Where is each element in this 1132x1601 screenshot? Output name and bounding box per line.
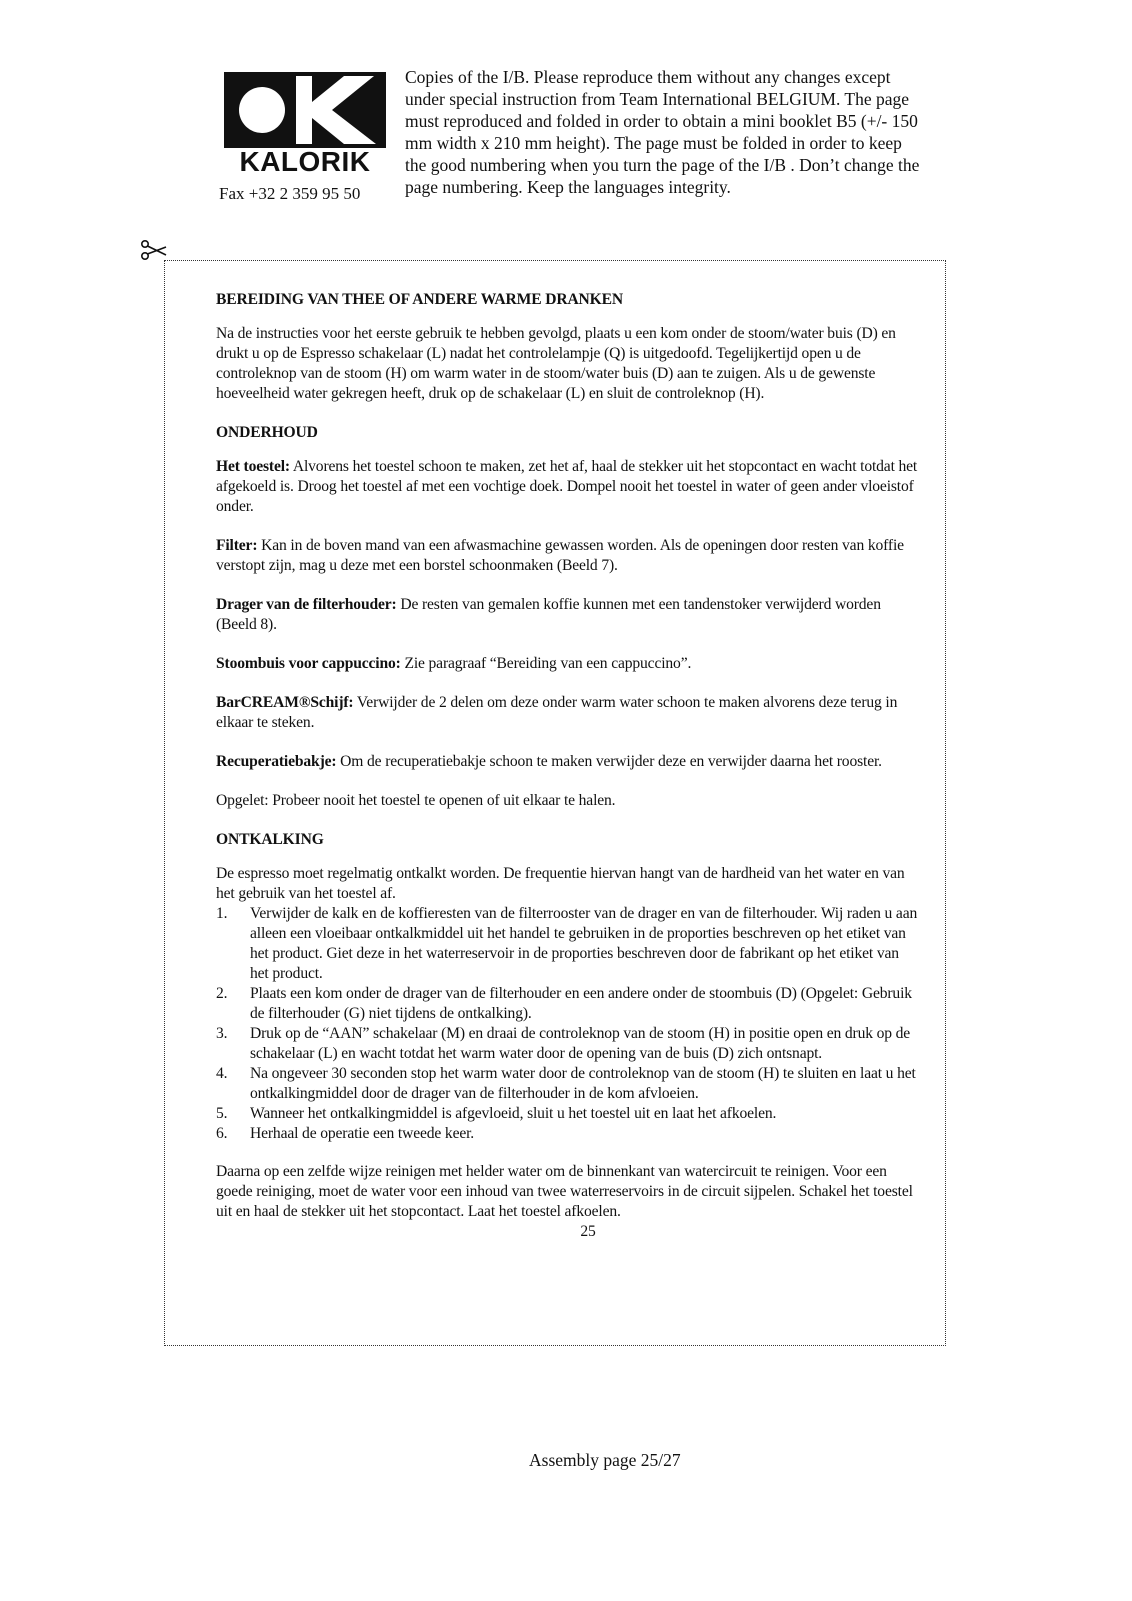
- logo-wordmark: KALORIK: [239, 146, 371, 174]
- list-item: [216, 984, 920, 1024]
- fax-number: Fax +32 2 359 95 50: [219, 184, 361, 203]
- item-text: Verwijder de 2 delen om deze onder warm water schoon te maken alvorens deze terug in elkaar te steken.: [216, 694, 898, 731]
- item-label: Drager van de filterhouder:: [216, 596, 397, 613]
- maintenance-item: [216, 693, 920, 733]
- maintenance-item: [216, 536, 920, 576]
- assembly-page-label: Assembly page 25/27: [529, 1450, 681, 1470]
- list-item: [216, 1124, 920, 1144]
- item-label: Filter:: [216, 537, 258, 554]
- step-number: 4.: [216, 1065, 228, 1082]
- list-item: [216, 1064, 920, 1104]
- section-text-tea: Na de instructies voor het eerste gebruik te hebben gevolgd, plaats u een kom onder de stoom/water buis (D) en drukt u op de Espresso schakelaar (L) nadat het controlelampje (Q) is uitgedoofd. Tegelijkertijd open u de controleknop van de stoom (H) om warm water in de stoom/water buis (D) aan te zuigen. Als u de gewenste hoeveelheid water gekregen heeft, druk op de schakelaar (L) en sluit de controleknop (H).: [216, 325, 896, 402]
- step-text: Na ongeveer 30 seconden stop het warm water door de controleknop van de stoom (H) te sluiten en laat u het ontkalkingmiddel door de drager van de filterhouder in de kom afvloeien.: [250, 1065, 916, 1102]
- step-text: Plaats een kom onder de drager van de filterhouder en een andere onder de stoombuis (D) (Opgelet: Gebruik de filterhouder (G) niet tijdens de ontkalking).: [250, 985, 912, 1022]
- maintenance-item: [216, 595, 920, 635]
- maintenance-item: [216, 752, 920, 772]
- item-text: Om de recuperatiebakje schoon te maken verwijder deze en verwijder daarna het rooster.: [336, 753, 882, 770]
- step-number: 3.: [216, 1025, 228, 1042]
- item-text: Kan in de boven mand van een afwasmachine gewassen worden. Als de openingen door resten van koffie verstopt zijn, mag u deze met een borstel schoonmaken (Beeld 7).: [216, 537, 904, 574]
- step-text: Druk op de “AAN” schakelaar (M) en draai de controleknop van de stoom (H) in positie open en druk op de schakelaar (L) en wacht totdat het warm water door de opening van de buis (D) zich ontsnapt.: [250, 1025, 911, 1062]
- step-text: Wanneer het ontkalkingmiddel is afgevloeid, sluit u het toestel uit en laat het afkoelen.: [250, 1105, 777, 1122]
- step-number: 1.: [216, 905, 228, 922]
- step-number: 2.: [216, 985, 228, 1002]
- step-text: Herhaal de operatie een tweede keer.: [250, 1125, 475, 1142]
- warning-text: Opgelet: Probeer nooit het toestel te openen of uit elkaar te halen.: [216, 792, 616, 809]
- descaling-intro: De espresso moet regelmatig ontkalkt worden. De frequentie hiervan hangt van de hardheid van het water en van het gebruik van het toestel af.: [216, 865, 905, 902]
- section-title-tea: BEREIDING VAN THEE OF ANDERE WARME DRANKEN: [216, 291, 624, 308]
- maintenance-item: [216, 457, 920, 517]
- item-label: BarCREAM®Schijf:: [216, 694, 354, 711]
- maintenance-item: [216, 654, 920, 674]
- list-item: [216, 904, 920, 984]
- section-title-descaling: ONTKALKING: [216, 831, 324, 848]
- item-label: Stoombuis voor cappuccino:: [216, 655, 401, 672]
- step-text: Verwijder de kalk en de koffieresten van de filterrooster van de drager en van de filterhouder. Wij raden u aan alleen een vloeibaar ontkalkmiddel uit het handel te gebruiken in de proporties beschreven op het etiket van het product. Giet deze in het waterreservoir in de proporties beschreven door de fabrikant op het etiket van het product.: [250, 905, 918, 982]
- item-text: De resten van gemalen koffie kunnen met een tandenstoker verwijderd worden (Beeld 8).: [216, 596, 881, 633]
- copy-instructions: Copies of the I/B. Please reproduce them without any changes except under special instruction from Team International BELGIUM. The page must reproduced and folded in order to obtain a mini booklet B5 (+/- 150 mm width x 210 mm height). The page must be folded in order to keep the good numbering when you turn the page of the I/B . Don’t change the page numbering. Keep the languages integrity.: [405, 67, 920, 197]
- list-item: [216, 1104, 920, 1124]
- kalorik-logo: [224, 72, 386, 174]
- page-number: 25: [580, 1223, 596, 1240]
- step-number: 6.: [216, 1125, 228, 1142]
- manual-page-content: [216, 290, 920, 1242]
- item-text: Alvorens het toestel schoon te maken, zet het af, haal de stekker uit het stopcontact en wacht totdat het afgekoeld is. Droog het toestel af met een vochtige doek. Dompel nooit het toestel in water of geen ander vloeistof onder.: [216, 458, 918, 515]
- item-label: Het toestel:: [216, 458, 290, 475]
- section-title-maintenance: ONDERHOUD: [216, 424, 318, 441]
- item-label: Recuperatiebakje:: [216, 753, 337, 770]
- closing-text: Daarna op een zelfde wijze reinigen met helder water om de binnenkant van watercircuit te reinigen. Voor een goede reiniging, moet de water voor een inhoud van twee waterreservoirs in de circuit sijpelen. Schakel het toestel uit en haal de stekker uit het stopcontact. Laat het toestel afkoelen.: [216, 1163, 913, 1220]
- step-number: 5.: [216, 1105, 228, 1122]
- item-text: Zie paragraaf “Bereiding van een cappuccino”.: [400, 655, 692, 672]
- list-item: [216, 1024, 920, 1064]
- descaling-steps: [216, 904, 920, 1144]
